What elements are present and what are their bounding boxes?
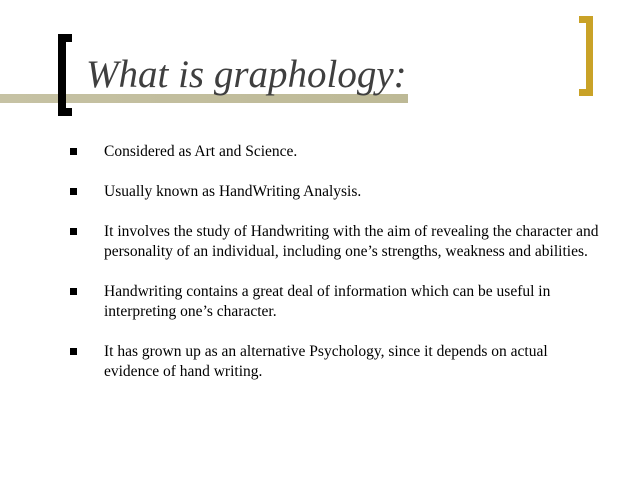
bullet-item: [70, 342, 600, 382]
bullet-text: Considered as Art and Science.: [104, 143, 298, 160]
left-bracket-decoration: [58, 34, 72, 116]
bullet-item: [70, 282, 600, 322]
bullet-list: [70, 142, 600, 402]
bullet-text: Handwriting contains a great deal of information which can be useful in interpreting one’s character.: [104, 283, 551, 320]
bullet-item: [70, 142, 600, 162]
square-bullet-icon: [70, 348, 77, 355]
square-bullet-icon: [70, 188, 77, 195]
square-bullet-icon: [70, 148, 77, 155]
right-bracket-decoration: [579, 16, 593, 96]
bullet-item: [70, 222, 600, 262]
square-bullet-icon: [70, 228, 77, 235]
bullet-text: It involves the study of Handwriting with the aim of revealing the character and personality of an individual, including one’s strengths, weakness and abilities.: [104, 223, 599, 260]
square-bullet-icon: [70, 288, 77, 295]
bullet-item: [70, 182, 600, 202]
bullet-text: It has grown up as an alternative Psychology, since it depends on actual evidence of hand writing.: [104, 343, 548, 380]
bullet-text: Usually known as HandWriting Analysis.: [104, 183, 362, 200]
slide-title: What is graphology:: [86, 53, 407, 96]
